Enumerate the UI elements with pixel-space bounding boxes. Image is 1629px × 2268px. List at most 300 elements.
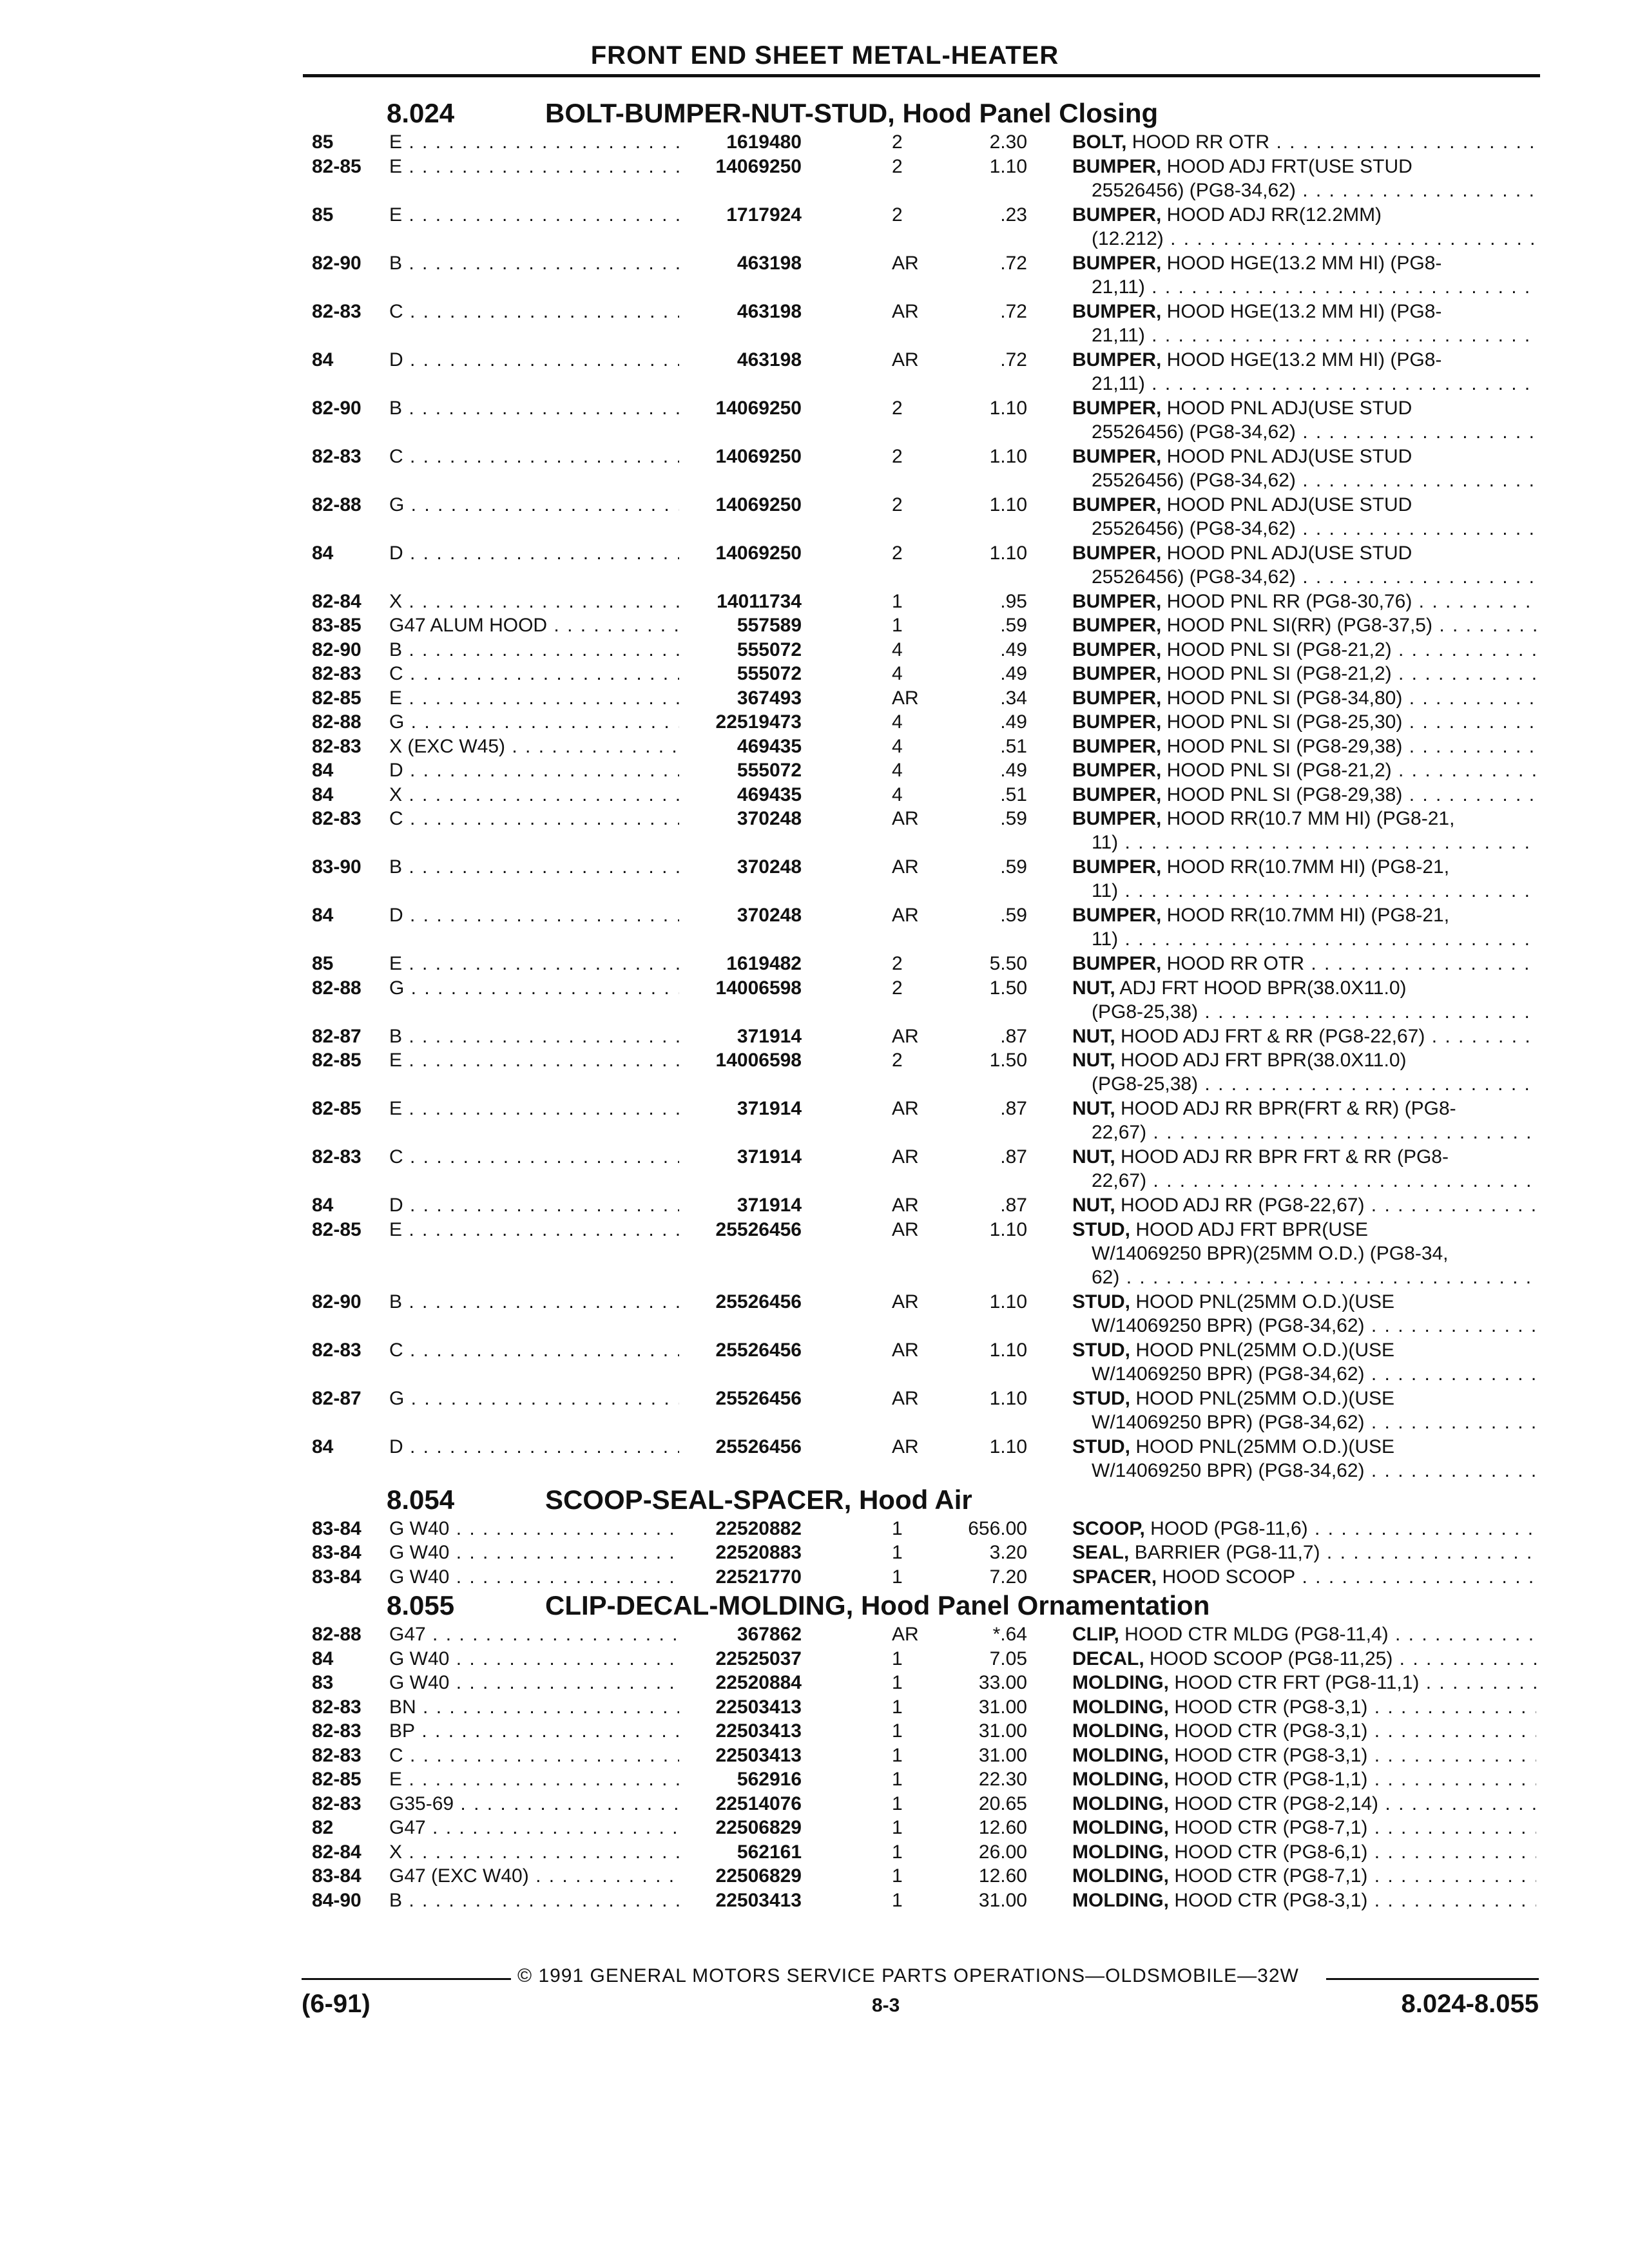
- price: 1.10: [989, 155, 1027, 177]
- description-line: [1072, 1145, 1536, 1169]
- description: [1072, 1671, 1536, 1695]
- model-code: [389, 1048, 679, 1072]
- price: 1.10: [989, 1339, 1027, 1361]
- model-year: 84: [312, 349, 334, 370]
- list-item: [312, 1792, 1536, 1816]
- quantity: AR: [892, 687, 919, 709]
- description-text: (PG8-25,38): [1092, 1001, 1199, 1023]
- description-line: [1072, 1290, 1536, 1314]
- list-item: [312, 1024, 1536, 1049]
- description: [1072, 1387, 1536, 1434]
- model-code: [389, 1719, 679, 1743]
- model-code: [389, 1671, 679, 1695]
- description: [1072, 1647, 1536, 1671]
- part-number: 371914: [737, 1195, 802, 1216]
- description-line: [1072, 1864, 1536, 1888]
- model-code: [389, 348, 679, 372]
- description-text: W/14069250 BPR) (PG8-34,62): [1092, 1314, 1365, 1336]
- description: [1072, 710, 1536, 734]
- description: [1072, 1719, 1536, 1743]
- description-line: [1072, 155, 1536, 178]
- description-text: BOLT, HOOD RR OTR: [1072, 131, 1270, 153]
- model-code: [389, 976, 679, 1000]
- model-year: 82-88: [312, 977, 361, 999]
- model-code-text: E: [389, 1098, 403, 1119]
- list-item: [312, 130, 1536, 155]
- description-text: 21,11): [1092, 276, 1145, 298]
- list-item: [312, 1888, 1536, 1913]
- model-year: 82-90: [312, 639, 361, 660]
- description-text: NUT, HOOD ADJ FRT BPR(38.0X11.0): [1072, 1050, 1407, 1071]
- price: 2.30: [989, 131, 1027, 153]
- part-number: 14069250: [715, 445, 802, 467]
- price: 3.20: [989, 1542, 1027, 1563]
- footer-section-range: 8.024-8.055: [1401, 1990, 1539, 2018]
- price: .87: [1000, 1146, 1027, 1168]
- description-text: BUMPER, HOOD PNL RR (PG8-30,76): [1072, 590, 1412, 612]
- list-item: [312, 1517, 1536, 1541]
- part-number: 555072: [737, 639, 802, 660]
- section-title: [545, 1589, 1210, 1622]
- page-title: FRONT END SHEET METAL-HEATER: [590, 41, 1059, 70]
- list-item: [312, 1097, 1536, 1145]
- description-line: [1072, 1695, 1536, 1719]
- quantity: 1: [892, 1566, 903, 1588]
- description-line: [1072, 758, 1536, 782]
- part-number: 370248: [737, 856, 802, 878]
- price: 33.00: [978, 1672, 1027, 1693]
- description: [1072, 952, 1536, 975]
- quantity: 1: [892, 1696, 903, 1718]
- part-number: 555072: [737, 663, 802, 684]
- description-line: [1072, 710, 1536, 734]
- description-line: [1072, 903, 1536, 927]
- model-code: [389, 735, 679, 758]
- description: [1072, 1840, 1536, 1864]
- section-number: 8.054: [387, 1484, 455, 1515]
- model-year: 82-83: [312, 1696, 361, 1718]
- quantity: AR: [892, 1387, 919, 1409]
- model-code: [389, 1767, 679, 1791]
- list-item: [312, 1435, 1536, 1483]
- model-code-text: D: [389, 542, 403, 564]
- model-code: [389, 251, 679, 275]
- description-line: [1072, 735, 1536, 758]
- description-line: [1072, 783, 1536, 807]
- description: [1072, 1744, 1536, 1767]
- model-code-text: G: [389, 494, 405, 515]
- description: [1072, 203, 1536, 251]
- part-number: 22525037: [715, 1648, 802, 1669]
- description: [1072, 662, 1536, 686]
- part-number: 22514076: [715, 1792, 802, 1814]
- description-text: 25526456) (PG8-34,62): [1092, 517, 1296, 539]
- model-code-text: X: [389, 590, 403, 612]
- description-text: BUMPER, HOOD PNL ADJ(USE STUD: [1072, 542, 1412, 564]
- description-line: [1072, 613, 1536, 637]
- model-code: [389, 1864, 679, 1888]
- price: 1.10: [989, 445, 1027, 467]
- model-code: [389, 493, 679, 517]
- model-code-text: G47: [389, 1624, 426, 1645]
- description-text: BUMPER, HOOD PNL ADJ(USE STUD: [1072, 494, 1412, 515]
- description-text: BUMPER, HOOD RR(10.7 MM HI) (PG8-21,: [1072, 808, 1455, 829]
- description: [1072, 976, 1536, 1024]
- description-line: [1072, 927, 1536, 951]
- description-text: NUT, HOOD ADJ RR BPR FRT & RR (PG8-: [1072, 1146, 1449, 1168]
- list-item: [312, 735, 1536, 759]
- price: .87: [1000, 1195, 1027, 1216]
- quantity: 1: [892, 1648, 903, 1669]
- model-year: 82-83: [312, 1792, 361, 1814]
- description-text: 25526456) (PG8-34,62): [1092, 469, 1296, 491]
- description-line: [1072, 638, 1536, 662]
- part-number: 367862: [737, 1624, 802, 1645]
- model-code: [389, 1290, 679, 1314]
- description-text: BUMPER, HOOD HGE(13.2 MM HI) (PG8-: [1072, 300, 1442, 322]
- description-text: BUMPER, HOOD PNL SI (PG8-21,2): [1072, 760, 1392, 781]
- quantity: 1: [892, 1517, 903, 1539]
- description-text: MOLDING, HOOD CTR (PG8-3,1): [1072, 1744, 1368, 1766]
- description: [1072, 783, 1536, 807]
- description: [1072, 590, 1536, 613]
- description-line: [1072, 1024, 1536, 1048]
- price: .51: [1000, 735, 1027, 757]
- description-text: NUT, ADJ FRT HOOD BPR(38.0X11.0): [1072, 977, 1407, 999]
- description-line: [1072, 1338, 1536, 1362]
- description: [1072, 1565, 1536, 1589]
- description: [1072, 686, 1536, 710]
- model-code: [389, 1565, 679, 1589]
- description-text: 25526456) (PG8-34,62): [1092, 179, 1296, 201]
- price: .59: [1000, 808, 1027, 829]
- description-text: MOLDING, HOOD CTR (PG8-6,1): [1072, 1841, 1368, 1863]
- section-number: 8.055: [387, 1590, 455, 1620]
- model-year: 85: [312, 131, 334, 153]
- quantity: AR: [892, 349, 919, 370]
- description-text: BUMPER, HOOD HGE(13.2 MM HI) (PG8-: [1072, 252, 1442, 274]
- price: 7.20: [989, 1566, 1027, 1588]
- price: 31.00: [978, 1744, 1027, 1766]
- description-text: MOLDING, HOOD CTR (PG8-7,1): [1072, 1865, 1368, 1887]
- model-code-text: E: [389, 1218, 403, 1240]
- model-code: [389, 1024, 679, 1048]
- model-year: 82-83: [312, 735, 361, 757]
- description-text: (12.212): [1092, 227, 1164, 249]
- description: [1072, 1435, 1536, 1483]
- model-code: [389, 590, 679, 613]
- description-line: [1072, 1517, 1536, 1541]
- model-code: [389, 638, 679, 662]
- description-line: [1072, 1000, 1536, 1024]
- model-code: [389, 1517, 679, 1541]
- description-text: SPACER, HOOD SCOOP: [1072, 1566, 1296, 1588]
- model-code: [389, 1792, 679, 1816]
- description-text: MOLDING, HOOD CTR (PG8-3,1): [1072, 1696, 1368, 1718]
- price: 1.10: [989, 1436, 1027, 1457]
- list-item: [312, 1816, 1536, 1840]
- part-number: 22503413: [715, 1744, 802, 1766]
- description-text: BUMPER, HOOD ADJ RR(12.2MM): [1072, 204, 1382, 226]
- description-line: [1072, 1072, 1536, 1096]
- price: .72: [1000, 300, 1027, 322]
- description: [1072, 155, 1536, 202]
- list-item: [312, 1767, 1536, 1792]
- description-text: 62): [1092, 1266, 1120, 1288]
- model-year: 84: [312, 905, 334, 926]
- description: [1072, 903, 1536, 951]
- description-line: [1072, 1459, 1536, 1483]
- price: .59: [1000, 615, 1027, 636]
- description-line: [1072, 493, 1536, 517]
- model-year: 82-83: [312, 1146, 361, 1168]
- model-year: 84: [312, 783, 334, 805]
- description-text: NUT, HOOD ADJ RR BPR(FRT & RR) (PG8-: [1072, 1098, 1456, 1119]
- part-number: 371914: [737, 1098, 802, 1119]
- description-text: NUT, HOOD ADJ FRT & RR (PG8-22,67): [1072, 1025, 1425, 1047]
- price: 1.50: [989, 1050, 1027, 1071]
- part-number: 14069250: [715, 155, 802, 177]
- quantity: 4: [892, 663, 903, 684]
- price: 1.10: [989, 397, 1027, 419]
- description-text: STUD, HOOD PNL(25MM O.D.)(USE: [1072, 1436, 1395, 1457]
- price: 20.65: [978, 1792, 1027, 1814]
- model-code-text: B: [389, 639, 403, 660]
- price: .23: [1000, 204, 1027, 226]
- list-item: [312, 300, 1536, 348]
- list-item: [312, 1719, 1536, 1744]
- section-title-sub: Hood Panel Ornamentation: [860, 1590, 1210, 1620]
- quantity: 4: [892, 760, 903, 781]
- model-year: 83-84: [312, 1517, 361, 1539]
- part-number: 25526456: [715, 1218, 802, 1240]
- part-number: 463198: [737, 349, 802, 370]
- model-code-text: C: [389, 1339, 403, 1361]
- model-code: [389, 155, 679, 178]
- description: [1072, 348, 1536, 396]
- description-line: [1072, 1362, 1536, 1386]
- description-text: 11): [1092, 880, 1119, 901]
- description-text: MOLDING, HOOD CTR (PG8-3,1): [1072, 1720, 1368, 1742]
- section-title-main: BOLT-BUMPER-NUT-STUD,: [545, 98, 895, 128]
- model-code-text: E: [389, 204, 403, 226]
- quantity: AR: [892, 1339, 919, 1361]
- description-line: [1072, 1169, 1536, 1193]
- quantity: AR: [892, 1218, 919, 1240]
- model-code: [389, 541, 679, 565]
- model-code-text: C: [389, 1146, 403, 1168]
- quantity: AR: [892, 1146, 919, 1168]
- page-header: [303, 41, 1540, 77]
- part-number: 562916: [737, 1769, 802, 1790]
- part-number: 367493: [737, 687, 802, 709]
- model-code: [389, 1622, 679, 1646]
- description-text: MOLDING, HOOD CTR (PG8-7,1): [1072, 1817, 1368, 1838]
- description: [1072, 445, 1536, 492]
- list-item: [312, 493, 1536, 541]
- footer-rule-right: [1326, 1978, 1539, 1980]
- model-code-text: D: [389, 349, 403, 370]
- model-year: 82-85: [312, 1769, 361, 1790]
- list-item: [312, 590, 1536, 614]
- description-text: BUMPER, HOOD PNL SI (PG8-21,2): [1072, 639, 1392, 660]
- part-number: 370248: [737, 808, 802, 829]
- price: .49: [1000, 639, 1027, 660]
- description: [1072, 638, 1536, 662]
- description-text: 11): [1092, 832, 1119, 853]
- list-item: [312, 1840, 1536, 1865]
- description: [1072, 1864, 1536, 1888]
- description-line: [1072, 1048, 1536, 1072]
- description-line: [1072, 1767, 1536, 1791]
- description-text: BUMPER, HOOD HGE(13.2 MM HI) (PG8-: [1072, 349, 1442, 370]
- model-year: 82-83: [312, 300, 361, 322]
- description-text: DECAL, HOOD SCOOP (PG8-11,25): [1072, 1648, 1393, 1669]
- model-year: 83-84: [312, 1566, 361, 1588]
- description-text: BUMPER, HOOD RR(10.7MM HI) (PG8-21,: [1072, 905, 1450, 926]
- description-line: [1072, 1565, 1536, 1589]
- description: [1072, 1695, 1536, 1719]
- description: [1072, 251, 1536, 299]
- description-line: [1072, 952, 1536, 975]
- model-code-text: G W40: [389, 1672, 450, 1693]
- description-text: BUMPER, HOOD PNL SI (PG8-34,80): [1072, 687, 1403, 709]
- list-item: [312, 1671, 1536, 1695]
- description: [1072, 396, 1536, 444]
- description-line: [1072, 372, 1536, 396]
- price: .59: [1000, 856, 1027, 878]
- description: [1072, 130, 1536, 154]
- section-title-sub: Hood Panel Closing: [902, 98, 1159, 128]
- description-text: SEAL, BARRIER (PG8-11,7): [1072, 1542, 1320, 1563]
- model-code-text: BP: [389, 1720, 416, 1742]
- description-line: [1072, 1816, 1536, 1840]
- price: 1.10: [989, 542, 1027, 564]
- part-number: 14011734: [717, 590, 802, 612]
- model-code: [389, 783, 679, 807]
- model-year: 83-85: [312, 615, 361, 636]
- price: .59: [1000, 905, 1027, 926]
- description-line: [1072, 807, 1536, 831]
- quantity: 1: [892, 1720, 903, 1742]
- part-number: 1619482: [726, 953, 802, 974]
- description-line: [1072, 420, 1536, 444]
- quantity: 1: [892, 1841, 903, 1863]
- description-line: [1072, 1387, 1536, 1410]
- description: [1072, 1622, 1536, 1646]
- description-text: 11): [1092, 928, 1119, 950]
- list-item: [312, 1864, 1536, 1888]
- quantity: 1: [892, 1769, 903, 1790]
- price: .87: [1000, 1025, 1027, 1047]
- model-year: 82-87: [312, 1387, 361, 1409]
- description-text: 21,11): [1092, 372, 1145, 394]
- description-text: BUMPER, HOOD PNL ADJ(USE STUD: [1072, 445, 1412, 467]
- model-code-text: G47 ALUM HOOD: [389, 615, 548, 636]
- description-text: STUD, HOOD PNL(25MM O.D.)(USE: [1072, 1339, 1395, 1361]
- description: [1072, 735, 1536, 758]
- model-year: 82-84: [312, 1841, 361, 1863]
- model-year: 82-85: [312, 687, 361, 709]
- description-line: [1072, 1719, 1536, 1743]
- description-line: [1072, 1120, 1536, 1144]
- quantity: 2: [892, 204, 903, 226]
- description-line: [1072, 879, 1536, 903]
- model-code: [389, 903, 679, 927]
- price: .95: [1000, 590, 1027, 612]
- model-year: 84-90: [312, 1889, 361, 1911]
- price: 1.10: [989, 1218, 1027, 1240]
- description: [1072, 855, 1536, 903]
- price: 22.30: [978, 1769, 1027, 1790]
- description-text: BUMPER, HOOD PNL SI(RR) (PG8-37,5): [1072, 615, 1432, 636]
- quantity: 2: [892, 953, 903, 974]
- part-number: 22503413: [715, 1889, 802, 1911]
- list-item: [312, 613, 1536, 638]
- description: [1072, 541, 1536, 589]
- description-text: BUMPER, HOOD ADJ FRT(USE STUD: [1072, 155, 1412, 177]
- model-year: 83-84: [312, 1865, 361, 1887]
- model-year: 82-90: [312, 397, 361, 419]
- quantity: 1: [892, 1542, 903, 1563]
- quantity: 2: [892, 494, 903, 515]
- description-line: [1072, 1218, 1536, 1242]
- list-item: [312, 1695, 1536, 1720]
- list-item: [312, 1193, 1536, 1218]
- description: [1072, 758, 1536, 782]
- model-code-text: D: [389, 905, 403, 926]
- quantity: 1: [892, 590, 903, 612]
- description-line: [1072, 396, 1536, 420]
- model-code-text: G35-69: [389, 1792, 454, 1814]
- model-code: [389, 1218, 679, 1242]
- quantity: AR: [892, 808, 919, 829]
- description: [1072, 1888, 1536, 1912]
- price: 12.60: [978, 1817, 1027, 1838]
- price: *.64: [992, 1624, 1027, 1645]
- description-line: [1072, 662, 1536, 686]
- list-item: [312, 807, 1536, 855]
- model-code-text: G W40: [389, 1542, 450, 1563]
- description-text: CLIP, HOOD CTR MLDG (PG8-11,4): [1072, 1624, 1389, 1645]
- part-number: 25526456: [715, 1436, 802, 1457]
- model-year: 82-83: [312, 1339, 361, 1361]
- description-line: [1072, 1242, 1536, 1265]
- price: 31.00: [978, 1696, 1027, 1718]
- description-line: [1072, 541, 1536, 565]
- model-code-text: C: [389, 808, 403, 829]
- model-code-text: C: [389, 1744, 403, 1766]
- part-number: 22520884: [715, 1672, 802, 1693]
- description-line: [1072, 855, 1536, 879]
- model-code-text: G47: [389, 1817, 426, 1838]
- model-year: 82-83: [312, 1744, 361, 1766]
- description: [1072, 1767, 1536, 1791]
- description-text: BUMPER, HOOD PNL ADJ(USE STUD: [1072, 397, 1412, 419]
- part-number: 22521770: [715, 1566, 802, 1588]
- description: [1072, 1541, 1536, 1564]
- price: 1.10: [989, 494, 1027, 515]
- part-number: 22520883: [715, 1542, 802, 1563]
- list-item: [312, 1218, 1536, 1290]
- price: .49: [1000, 663, 1027, 684]
- description-line: [1072, 275, 1536, 299]
- part-number: 469435: [737, 783, 802, 805]
- quantity: AR: [892, 856, 919, 878]
- model-code-text: G47 (EXC W40): [389, 1865, 529, 1887]
- description-text: W/14069250 BPR) (PG8-34,62): [1092, 1363, 1365, 1385]
- price: .87: [1000, 1098, 1027, 1119]
